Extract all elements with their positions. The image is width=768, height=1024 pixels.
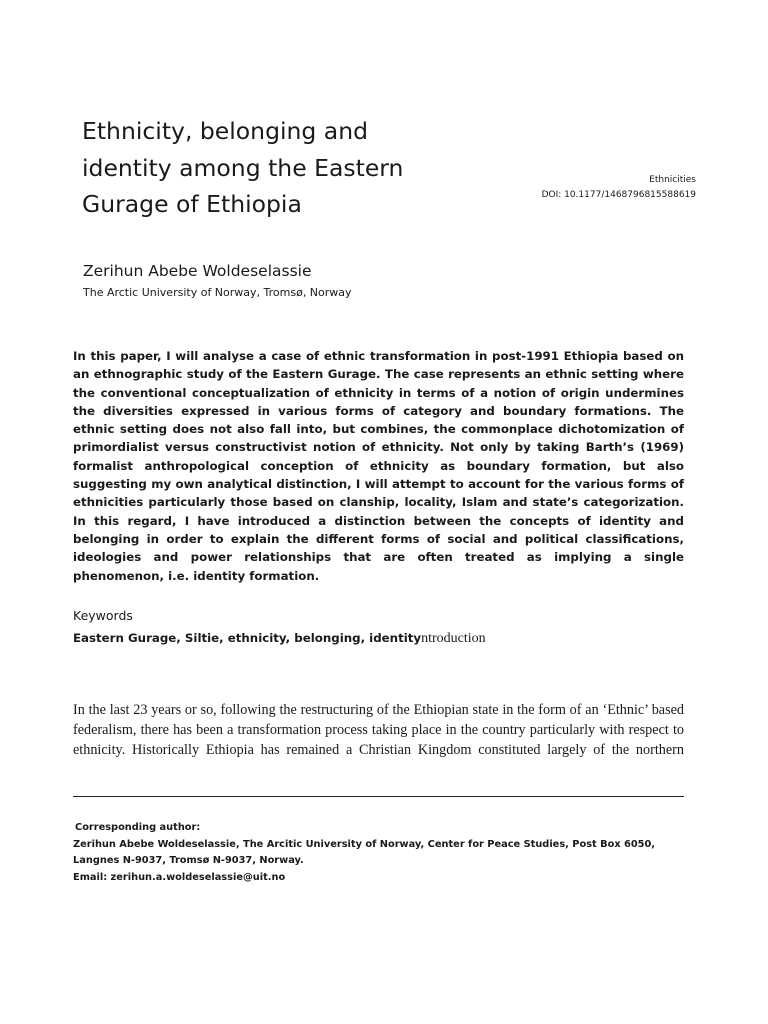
journal-doi: DOI: 10.1177/1468796815588619	[541, 190, 696, 200]
footnote-address-line-2: Langnes N-9037, Tromsø N-9037, Norway.	[73, 855, 304, 866]
body-paragraph: In the last 23 years or so, following the restructuring of the Ethiopian state in the form of an ‘Ethnic’ based federalism, there has been a transformation process taking place in the country particularly with respect to ethnicity. Historically Ethiopia has remained a Christian Kingdom constituted largely of the northern	[73, 702, 684, 758]
keywords-list: Eastern Gurage, Siltie, ethnicity, belonging, identity	[73, 631, 422, 645]
keywords-line	[73, 629, 486, 648]
author-name: Zerihun Abebe Woldeselassie	[83, 262, 312, 280]
footnote-divider	[73, 796, 684, 797]
journal-meta	[542, 173, 696, 203]
introduction-heading: ntroduction	[421, 631, 486, 646]
footnote-email: Email: zerihun.a.woldeselassie@uit.no	[73, 871, 286, 883]
footnote-address-line-1: Zerihun Abebe Woldeselassie, The Arcitic University of Norway, Center for Peace Studies, Post Box 6050,	[73, 838, 656, 850]
article-title: Ethnicity, belonging and identity among the Eastern Gurage of Ethiopia	[82, 117, 404, 218]
footnote-label: Corresponding author:	[75, 822, 201, 833]
journal-name: Ethnicities	[649, 175, 696, 185]
corresponding-author-footnote	[73, 820, 684, 886]
abstract: In this paper, I will analyse a case of ethnic transformation in post-1991 Ethiopia based on an ethnographic study of the Eastern Gurage. The case represents an ethnic setting where the conventional conceptualization of ethnicity in terms of a notion of origin undermines the diversities expressed in various forms of category and boundary formations. The ethnic setting does not also fall into, but combines, the commonplace dichotomization of primordialist versus constructivist notion of ethnicity. Not only by taking Barth’s (1969) formalist anthropological conception of ethnicity as boundary formation, but also suggesting my own analytical distinction, I will attempt to account for the various forms of ethnicities particularly those based on clanship, locality, Islam and state’s categorization. In this regard, I have introduced a distinction between the concepts of identity and belonging in order to explain the different forms of social and political classifications, ideologies and power relationships that are often treated as implying a single phenomenon, i.e. identity formation.	[73, 349, 684, 583]
keywords-heading: Keywords	[73, 608, 133, 623]
author-affiliation: The Arctic University of Norway, Tromsø, Norway	[83, 286, 352, 299]
